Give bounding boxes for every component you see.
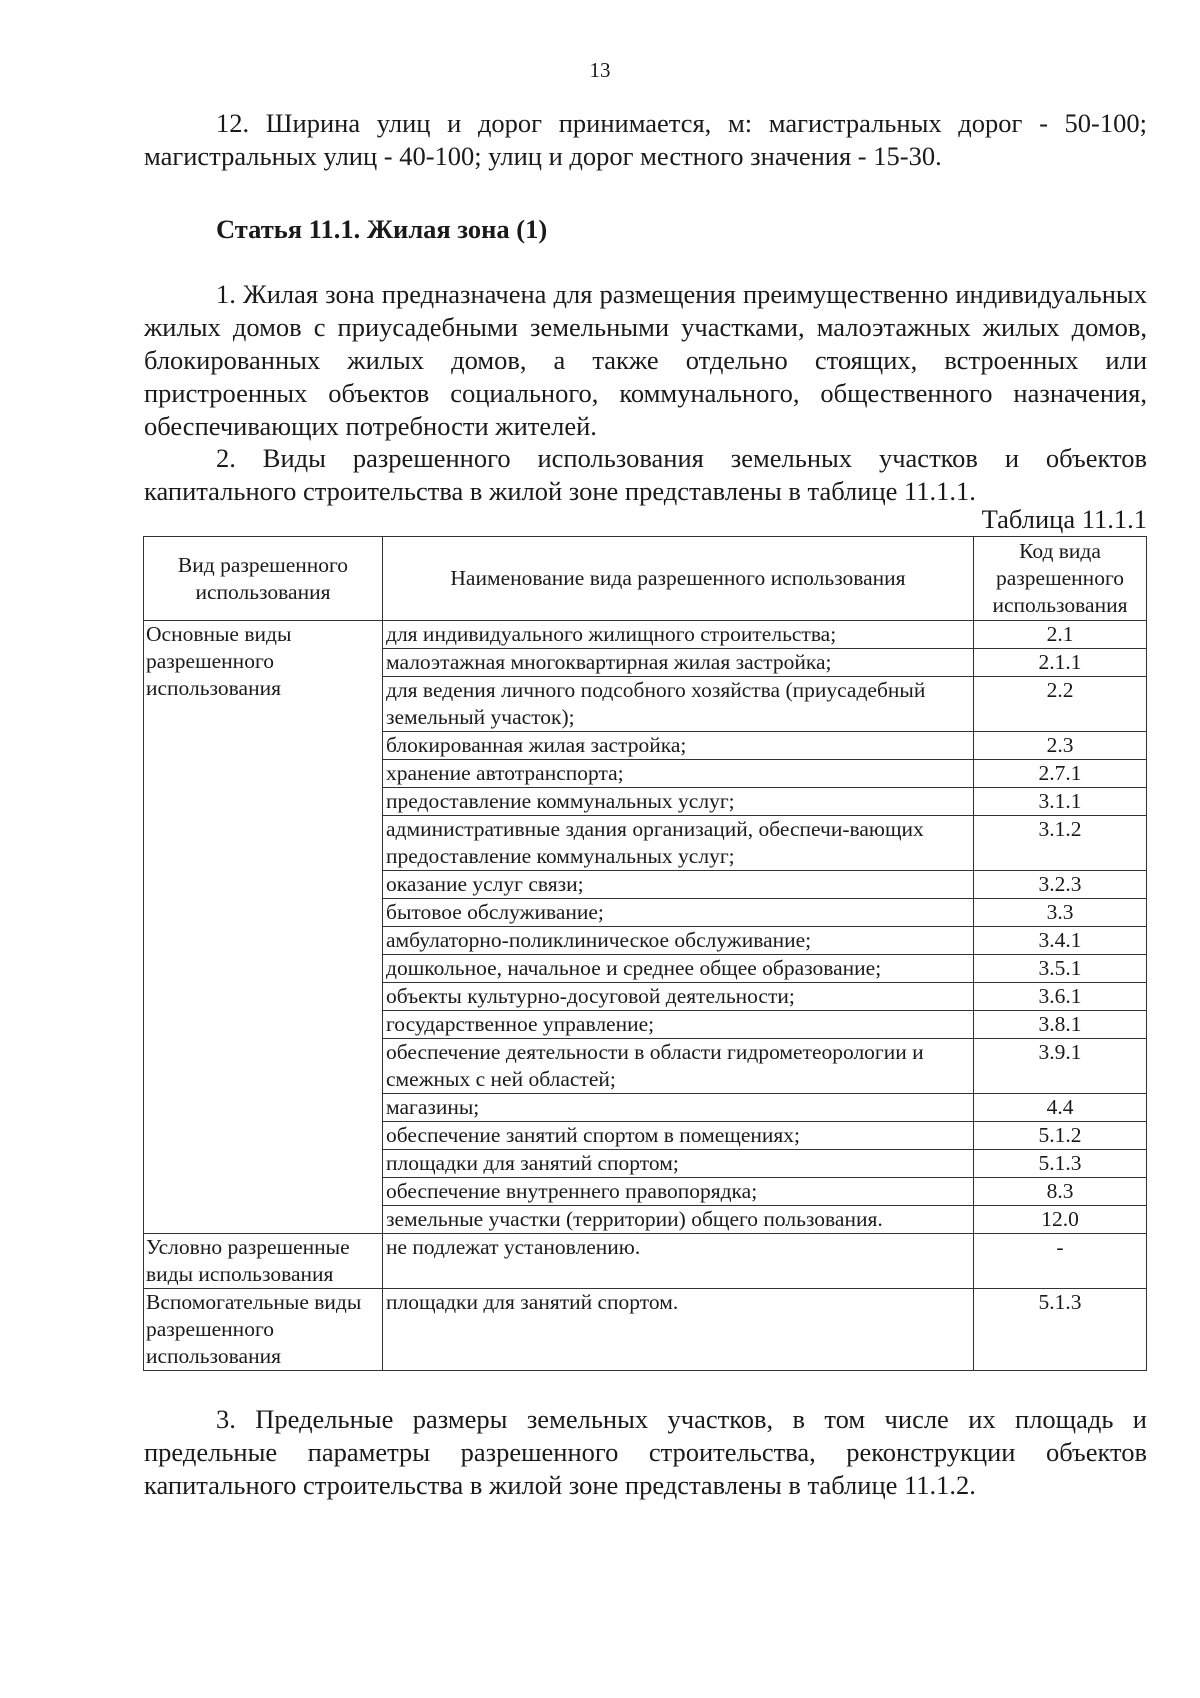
use-code-cell: 3.5.1 [974, 955, 1147, 983]
use-name-cell: объекты культурно-досуговой деятельности; [383, 983, 974, 1011]
page-number: 13 [589, 58, 611, 82]
use-code-cell: 3.8.1 [974, 1011, 1147, 1039]
paragraph-12: 12. Ширина улиц и дорог принимается, м: магистральных дорог - 50-100; магистральных улиц - 40-100; улиц и дорог местного значения - 15-30. [144, 108, 1147, 171]
use-name-cell: административные здания организаций, обеспечи-вающих предоставление коммунальных услуг; [383, 816, 974, 871]
paragraph-3: 3. Предельные размеры земельных участков, в том числе их площадь и предельные параметры разрешенного строительства, реконструкции объектов капитального строительства в жилой зоне представлены в таблице 11.1.2. [144, 1404, 1147, 1500]
use-code-cell: 8.3 [974, 1178, 1147, 1206]
use-name-cell: для индивидуального жилищного строительства; [383, 621, 974, 649]
use-name-cell: не подлежат установлению. [383, 1234, 974, 1289]
paragraph-2: 2. Виды разрешенного использования земельных участков и объектов капитального строительства в жилой зоне представлены в таблице 11.1.1. [144, 443, 1147, 506]
use-code-cell: 2.3 [974, 732, 1147, 760]
use-name-cell: дошкольное, начальное и среднее общее образование; [383, 955, 974, 983]
table-row [144, 621, 1147, 649]
use-code-cell: 3.3 [974, 899, 1147, 927]
use-group-label: Условно разрешенные виды использования [144, 1234, 383, 1289]
use-name-cell: магазины; [383, 1094, 974, 1122]
use-group-label: Вспомогательные виды разрешенного использования [144, 1289, 383, 1371]
use-code-cell: 3.4.1 [974, 927, 1147, 955]
use-name-cell: обеспечение внутреннего правопорядка; [383, 1178, 974, 1206]
header-use-code: Код вида разрешенного использования [974, 537, 1147, 621]
use-code-cell: 2.7.1 [974, 760, 1147, 788]
use-name-cell: для ведения личного подсобного хозяйства (приусадебный земельный участок); [383, 677, 974, 732]
use-name-cell: государственное управление; [383, 1011, 974, 1039]
use-name-cell: малоэтажная многоквартирная жилая застройка; [383, 649, 974, 677]
use-name-cell: бытовое обслуживание; [383, 899, 974, 927]
use-name-cell: оказание услуг связи; [383, 871, 974, 899]
use-name-cell: площадки для занятий спортом. [383, 1289, 974, 1371]
use-name-cell: обеспечение деятельности в области гидрометеорологии и смежных с ней областей; [383, 1039, 974, 1094]
table-header [144, 537, 1147, 621]
article-heading: Статья 11.1. Жилая зона (1) [216, 214, 548, 244]
use-code-cell: 2.1 [974, 621, 1147, 649]
header-use-name: Наименование вида разрешенного использования [383, 537, 974, 621]
use-group-label: Основные виды разрешенного использования [144, 621, 383, 1234]
table-body [144, 621, 1147, 1371]
permitted-use-table [143, 536, 1147, 1371]
use-code-cell: 2.1.1 [974, 649, 1147, 677]
use-code-cell: 3.1.1 [974, 788, 1147, 816]
table-row [144, 1234, 1147, 1289]
use-code-cell: - [974, 1234, 1147, 1289]
use-code-cell: 12.0 [974, 1206, 1147, 1234]
paragraph-1: 1. Жилая зона предназначена для размещения преимущественно индивидуальных жилых домов с приусадебными земельными участками, малоэтажных жилых домов, блокированных жилых домов, а также отдельно стоящих, встроенных или пристроенных объектов социального, коммунального, общественного назначения, обеспечивающих потребности жителей. [144, 279, 1147, 441]
use-code-cell: 3.1.2 [974, 816, 1147, 871]
use-code-cell: 5.1.2 [974, 1122, 1147, 1150]
use-name-cell: площадки для занятий спортом; [383, 1150, 974, 1178]
table-row [144, 1289, 1147, 1371]
use-code-cell: 3.2.3 [974, 871, 1147, 899]
use-name-cell: предоставление коммунальных услуг; [383, 788, 974, 816]
use-code-cell: 4.4 [974, 1094, 1147, 1122]
use-name-cell: обеспечение занятий спортом в помещениях; [383, 1122, 974, 1150]
header-use-type: Вид разрешенного использования [144, 537, 383, 621]
use-code-cell: 5.1.3 [974, 1150, 1147, 1178]
use-name-cell: блокированная жилая застройка; [383, 732, 974, 760]
use-code-cell: 3.9.1 [974, 1039, 1147, 1094]
use-name-cell: земельные участки (территории) общего пользования. [383, 1206, 974, 1234]
use-code-cell: 3.6.1 [974, 983, 1147, 1011]
use-name-cell: амбулаторно-поликлиническое обслуживание; [383, 927, 974, 955]
use-code-cell: 2.2 [974, 677, 1147, 732]
table-caption: Таблица 11.1.1 [981, 504, 1147, 534]
use-name-cell: хранение автотранспорта; [383, 760, 974, 788]
use-code-cell: 5.1.3 [974, 1289, 1147, 1371]
